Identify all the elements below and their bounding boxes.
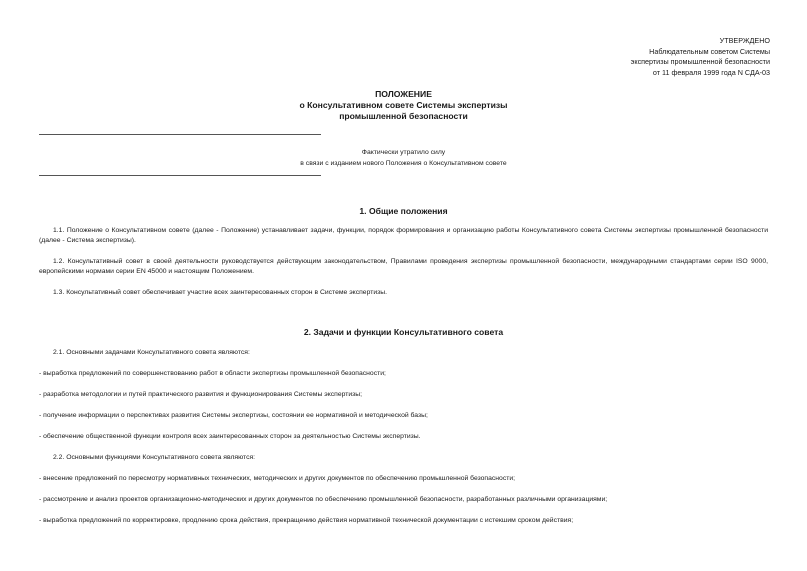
status-divider-top <box>39 134 321 135</box>
approval-line-approved: УТВЕРЖДЕНО <box>719 36 770 45</box>
approval-line-date: от 11 февраля 1999 года N СДА-03 <box>652 67 770 77</box>
title-line-1: ПОЛОЖЕНИЕ <box>375 89 432 99</box>
section-2-heading: 2. Задачи и функции Консультативного совета <box>303 327 504 337</box>
status-line-1: Фактически утратило силу <box>361 149 446 156</box>
task-item: - разработка методологии и путей практического развития и функционирования Системы экспертизы; <box>39 391 363 398</box>
approval-line-system: экспертизы промышленной безопасности <box>630 57 770 67</box>
function-item: - рассмотрение и анализ проектов организационно-методических и других документов по обеспечению промышленной безопасности, разработанных различными организациями; <box>39 496 608 503</box>
function-item: - внесение предложений по пересмотру нормативных технических, методических и других документов по обеспечению промышленной безопасности; <box>39 475 516 482</box>
paragraph-1-3: 1.3. Консультативный совет обеспечивает участие всех заинтересованных сторон в Системе экспертизы. <box>53 289 388 296</box>
status-divider-bottom <box>39 175 321 176</box>
paragraph-1-1: 1.1. Положение о Консультативном совете (далее - Положение) устанавливает задачи, функции, порядок формирования и организацию работы Консультативного совета Системы экспертизы промышленной безопасности (далее - Система экспертизы). <box>39 227 768 245</box>
function-item: - выработка предложений по корректировке, продлению срока действия, прекращению действия нормативной технической документации с истекшим сроком действия; <box>39 517 574 524</box>
task-item: - выработка предложений по совершенствованию работ в области экспертизы промышленной безопасности; <box>39 370 386 377</box>
document-title <box>0 89 807 122</box>
status-note <box>270 147 537 169</box>
title-line-2: о Консультативном совете Системы экспертизы <box>299 100 508 110</box>
approval-block <box>631 36 770 78</box>
title-line-3: промышленной безопасности <box>339 111 468 121</box>
task-item: - обеспечение общественной функции контроля всех заинтересованных сторон за деятельностью Системы экспертизы. <box>39 433 421 440</box>
paragraph-1-2: 1.2. Консультативный совет в своей деятельности руководствуется действующим законодательством, Правилами проведения экспертизы промышленной безопасности, международными стандартами серии ISO 9000, европейскими нормами серии EN 45000 и настоящим Положением. <box>39 258 768 276</box>
paragraph-2-2: 2.2. Основными функциями Консультативного совета являются: <box>53 454 256 461</box>
section-1-heading: 1. Общие положения <box>359 206 448 216</box>
approval-line-body: Наблюдательным советом Системы <box>649 46 770 56</box>
status-line-2: в связи с изданием нового Положения о Консультативном совете <box>300 160 507 167</box>
task-item: - получение информации о перспективах развития Системы экспертизы, состоянии ее нормативной и методической базы; <box>39 412 428 419</box>
paragraph-2-1: 2.1. Основными задачами Консультативного совета являются: <box>53 349 250 356</box>
